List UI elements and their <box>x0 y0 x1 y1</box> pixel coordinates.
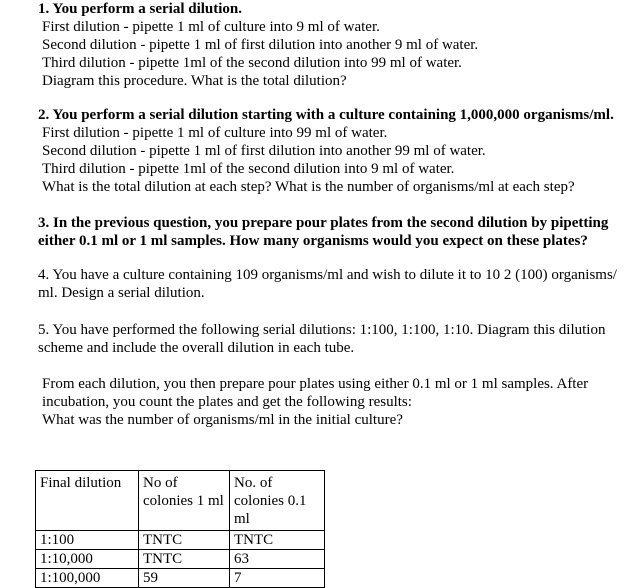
table-header-cell: No of colonies 1 ml <box>139 471 230 531</box>
table-cell: 63 <box>230 550 325 569</box>
question-3-line: either 0.1 ml or 1 ml samples. How many organisms would you expect on these plates? <box>38 233 588 249</box>
question-2-title: 2. You perform a serial dilution starting with a culture containing 1,000,000 organisms/ml. <box>38 107 614 123</box>
table-cell: 1:10,000 <box>36 550 139 569</box>
question-4-line: 4. You have a culture containing 109 organisms/ml and wish to dilute it to 10 2 (100) organisms/ <box>38 267 617 283</box>
question-5-line: scheme and include the overall dilution in each tube. <box>38 340 355 356</box>
question-1-line: Third dilution - pipette 1ml of the second dilution into 99 ml of water. <box>42 55 462 71</box>
question-5-instruction-line: What was the number of organisms/ml in the initial culture? <box>42 412 403 428</box>
table-cell: TNTC <box>139 550 230 569</box>
question-4 <box>38 266 644 302</box>
table-header-row <box>36 471 325 531</box>
question-5 <box>38 321 644 357</box>
question-3 <box>38 214 644 250</box>
table-row <box>36 550 325 569</box>
table-cell: TNTC <box>139 531 230 550</box>
question-5-instructions <box>42 375 644 429</box>
question-2-line: What is the total dilution at each step? What is the number of organisms/ml at each step? <box>42 179 575 195</box>
table-cell: 1:100 <box>36 531 139 550</box>
question-4-line: ml. Design a serial dilution. <box>38 285 205 301</box>
question-2-line: Third dilution - pipette 1ml of the second dilution into 9 ml of water. <box>42 161 455 177</box>
question-5-instruction-line: From each dilution, you then prepare pour plates using either 0.1 ml or 1 ml samples. After <box>42 376 589 392</box>
question-5-instruction-line: incubation, you count the plates and get the following results: <box>42 394 412 410</box>
table-cell: 59 <box>139 569 230 588</box>
table-cell: 7 <box>230 569 325 588</box>
question-3-line: 3. In the previous question, you prepare pour plates from the second dilution by pipetting <box>38 215 609 231</box>
question-1-line: Diagram this procedure. What is the total dilution? <box>42 73 347 89</box>
question-1-title: 1. You perform a serial dilution. <box>38 1 243 17</box>
question-2-line: First dilution - pipette 1 ml of culture into 99 ml of water. <box>42 125 388 141</box>
question-2-line: Second dilution - pipette 1 ml of first dilution into another 99 ml of water. <box>42 143 486 159</box>
results-table <box>35 470 325 588</box>
question-5-line: 5. You have performed the following serial dilutions: 1:100, 1:100, 1:10. Diagram this dilution <box>38 322 606 338</box>
table-cell: TNTC <box>230 531 325 550</box>
question-2 <box>38 106 644 196</box>
table-row <box>36 569 325 588</box>
table-row <box>36 531 325 550</box>
table-header-cell: Final dilution <box>36 471 139 531</box>
question-1 <box>38 0 644 90</box>
question-1-line: Second dilution - pipette 1 ml of first dilution into another 9 ml of water. <box>42 37 479 53</box>
table-cell: 1:100,000 <box>36 569 139 588</box>
question-1-line: First dilution - pipette 1 ml of culture into 9 ml of water. <box>42 19 380 35</box>
table-header-cell: No. of colonies 0.1 ml <box>230 471 325 531</box>
